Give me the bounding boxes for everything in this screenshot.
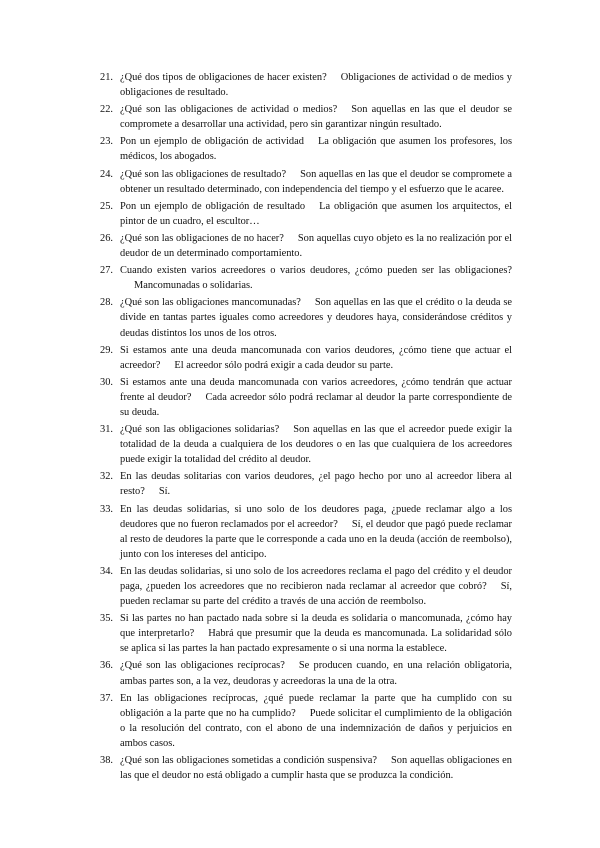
item-number: 32.	[100, 471, 113, 483]
answer-text: Mancomunadas o solidarias.	[134, 280, 253, 292]
question-text: Pon un ejemplo de obligación de actividad	[120, 136, 304, 148]
answer-text: El acreedor sólo podrá exigir a cada deudor su parte.	[174, 359, 394, 371]
answer-text: Son aquellas en las que el deudor se compromete a obtener un resultado determinado, con independencia del tiempo y el esfuerzo que le acaree.	[120, 168, 512, 195]
question-list	[100, 70, 512, 785]
question-text: En las deudas solitarias con varios deudores, ¿el pago hecho por uno al acreedor libera al resto?	[120, 471, 512, 498]
item-number: 27.	[100, 265, 113, 277]
list-item	[100, 70, 512, 100]
answer-text: La obligación que asumen los profesores, los médicos, los abogados.	[120, 136, 512, 163]
question-text: En las obligaciones recíprocas, ¿qué puede reclamar la parte que ha cumplido con su obligación a la parte que no ha cumplido?	[120, 692, 512, 719]
list-item	[100, 564, 512, 609]
item-number: 21.	[100, 72, 113, 83]
list-item	[100, 295, 512, 340]
item-number: 35.	[100, 613, 113, 625]
list-item	[100, 502, 512, 562]
answer-text: Son aquellas obligaciones en las que el deudor no está obligado a cumplir hasta que se produzca la condición.	[120, 755, 512, 782]
answer-text: Sí, pueden reclamar su parte del crédito a través de una acción de reembolso.	[120, 581, 512, 608]
list-item	[100, 199, 512, 229]
list-item	[100, 375, 512, 420]
list-item	[100, 134, 512, 164]
item-number: 26.	[100, 232, 113, 244]
item-number: 29.	[100, 344, 113, 356]
answer-text: Obligaciones de actividad o de medios y obligaciones de resultado.	[120, 72, 512, 99]
list-item	[100, 611, 512, 656]
question-text: Si las partes no han pactado nada sobre si la deuda es solidaria o mancomunada, ¿cómo hay que interpretarlo?	[120, 613, 512, 640]
question-text: ¿Qué son las obligaciones de no hacer?	[120, 232, 284, 244]
question-text: ¿Qué son las obligaciones recíprocas?	[120, 660, 285, 672]
item-number: 23.	[100, 136, 113, 148]
question-text: Cuando existen varios acreedores o varios deudores, ¿cómo pueden ser las obligaciones?	[120, 265, 512, 277]
question-text: En las deudas solidarias, si uno solo de los acreedores reclama el pago del crédito y el deudor paga, ¿pueden los acreedores que no recibieron nada reclamar al acreedor que cobró?	[120, 565, 512, 592]
question-text: ¿Qué son las obligaciones de resultado?	[120, 168, 287, 180]
question-text: ¿Qué dos tipos de obligaciones de hacer existen?	[120, 72, 327, 83]
answer-text: Habrá que presumir que la deuda es mancomunada. La solidaridad sólo se aplica si las partes la han pactado expresamente o si una norma la establece.	[120, 628, 512, 655]
answer-text: Son aquellas en las que el crédito o la deuda se divide en tantas partes iguales como acreedores y deudores haya, considerándose créditos y deudas distintos los unos de los otros.	[120, 297, 512, 339]
question-text: ¿Qué son las obligaciones solidarias?	[120, 424, 280, 436]
question-text: Pon un ejemplo de obligación de resultado	[120, 200, 306, 212]
item-number: 30.	[100, 376, 113, 388]
item-number: 24.	[100, 168, 113, 180]
list-item	[100, 343, 512, 373]
item-number: 22.	[100, 104, 113, 116]
answer-text: Cada acreedor sólo podrá reclamar al deudor la parte correspondiente de su deuda.	[120, 391, 513, 418]
item-number: 34.	[100, 565, 113, 577]
item-number: 33.	[100, 503, 113, 515]
list-item	[100, 263, 512, 293]
question-text: ¿Qué son las obligaciones mancomunadas?	[120, 297, 301, 309]
answer-text: Se producen cuando, en una relación obligatoria, ambas partes son, a la vez, deudoras y acreedoras la una de la otra.	[120, 660, 513, 687]
item-number: 31.	[100, 424, 113, 436]
item-number: 38.	[100, 755, 113, 767]
item-number: 36.	[100, 660, 113, 672]
answer-text: La obligación que asumen los arquitectos, el pintor de un cuadro, el escultor…	[120, 200, 512, 227]
list-item	[100, 102, 512, 132]
question-text: Si estamos ante una deuda mancomunada con varios acreedores, ¿cómo tendrán que actuar frente al deudor?	[120, 376, 512, 403]
question-text: ¿Qué son las obligaciones de actividad o medios?	[120, 104, 338, 116]
list-item	[100, 658, 512, 688]
answer-text: Sí, el deudor que pagó puede reclamar al resto de deudores la parte que le corresponde a cada uno en la deuda (acción de reembolso), junto con los intereses del anticipo.	[120, 518, 512, 560]
answer-text: Son aquellas en las que el deudor se compromete a desarrollar una actividad, pero sin garantizar ningún resultado.	[120, 104, 512, 131]
list-item	[100, 167, 512, 197]
question-text: Si estamos ante una deuda mancomunada con varios deudores, ¿cómo tiene que actuar el acreedor?	[120, 344, 512, 371]
answer-text: Sí.	[158, 486, 171, 498]
question-text: ¿Qué son las obligaciones sometidas a condición suspensiva?	[120, 755, 377, 767]
list-item	[100, 691, 512, 751]
list-item	[100, 422, 512, 467]
item-number: 28.	[100, 297, 113, 309]
item-number: 25.	[100, 200, 113, 212]
answer-text: Son aquellas en las que el acreedor puede exigir la totalidad de la deuda a cualquiera de los deudores o en las que cualquiera de los acreedores puede exigir la totalidad del crédito al deudor.	[120, 424, 512, 466]
answer-text: Puede solicitar el cumplimiento de la obligación o la resolución del contrato, con el abono de una indemnización de daños y perjuicios en ambos casos.	[120, 707, 512, 749]
item-number: 37.	[100, 692, 113, 704]
question-text: En las deudas solidarias, si uno solo de los deudores paga, ¿puede reclamar algo a los deudores que no fueron reclamados por el acreedor?	[120, 503, 512, 530]
list-item	[100, 231, 512, 261]
answer-text: Son aquellas cuyo objeto es la no realización por el deudor de un determinado comportamiento.	[120, 232, 512, 260]
list-item	[100, 469, 512, 499]
list-item	[100, 753, 512, 783]
